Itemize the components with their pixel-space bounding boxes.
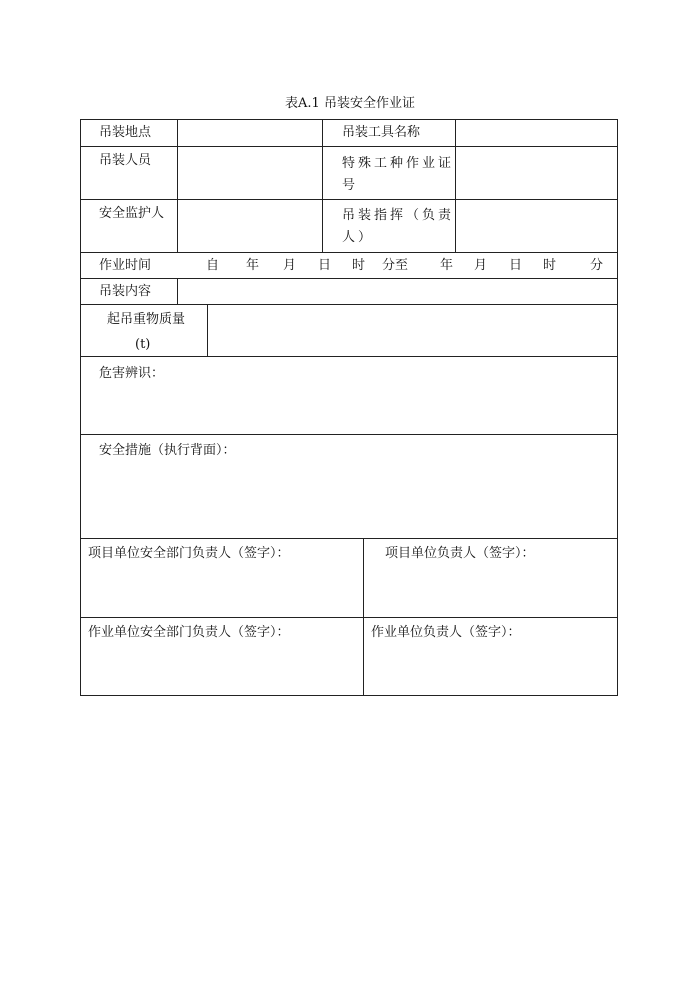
row-divider	[80, 199, 618, 200]
row-divider	[80, 538, 618, 539]
weight-label: 起吊重物质量	[107, 312, 186, 327]
weight-unit-label: (t)	[135, 337, 151, 352]
project-safety-head-signature: 项目单位安全部门负责人（签字）：	[88, 546, 290, 561]
column-divider	[177, 278, 178, 304]
time-unit: 分至	[382, 258, 409, 273]
time-unit: 年	[440, 258, 454, 273]
column-divider	[177, 119, 178, 252]
safety-measures-label: 安全措施（执行背面）：	[99, 443, 236, 458]
tool-name-label: 吊装工具名称	[342, 125, 421, 140]
row-divider	[80, 617, 618, 618]
row-divider	[80, 252, 618, 253]
hazard-label: 危害辨识：	[99, 366, 165, 381]
row-divider	[80, 434, 618, 435]
row-divider	[80, 304, 618, 305]
work-safety-head-signature: 作业单位安全部门负责人（签字）：	[88, 625, 290, 640]
page-title: 表A.1 吊装安全作业证	[285, 96, 415, 111]
row-divider	[80, 278, 618, 279]
commander-label: 吊装指挥（负责人）	[342, 208, 455, 245]
personnel-label: 吊装人员	[99, 153, 152, 168]
row-divider	[80, 146, 618, 147]
work-head-signature: 作业单位负责人（签字）：	[371, 625, 521, 640]
time-unit: 年	[246, 258, 260, 273]
time-unit: 月	[474, 258, 488, 273]
time-unit: 日	[509, 258, 523, 273]
column-divider	[207, 304, 208, 356]
row-divider	[80, 356, 618, 357]
project-head-signature: 项目单位负责人（签字）：	[385, 546, 535, 561]
time-unit: 自	[206, 258, 220, 273]
location-label: 吊装地点	[99, 125, 152, 140]
time-unit: 日	[318, 258, 332, 273]
supervisor-label: 安全监护人	[99, 206, 165, 221]
column-divider	[322, 119, 323, 252]
content-label: 吊装内容	[99, 284, 152, 299]
time-unit: 分	[590, 258, 604, 273]
time-unit: 时	[543, 258, 557, 273]
time-unit: 月	[283, 258, 297, 273]
time-unit: 时	[352, 258, 366, 273]
column-divider	[363, 538, 364, 696]
work-time-label: 作业时间	[99, 258, 152, 273]
special-cert-label: 特殊工种作业证号	[342, 156, 455, 193]
